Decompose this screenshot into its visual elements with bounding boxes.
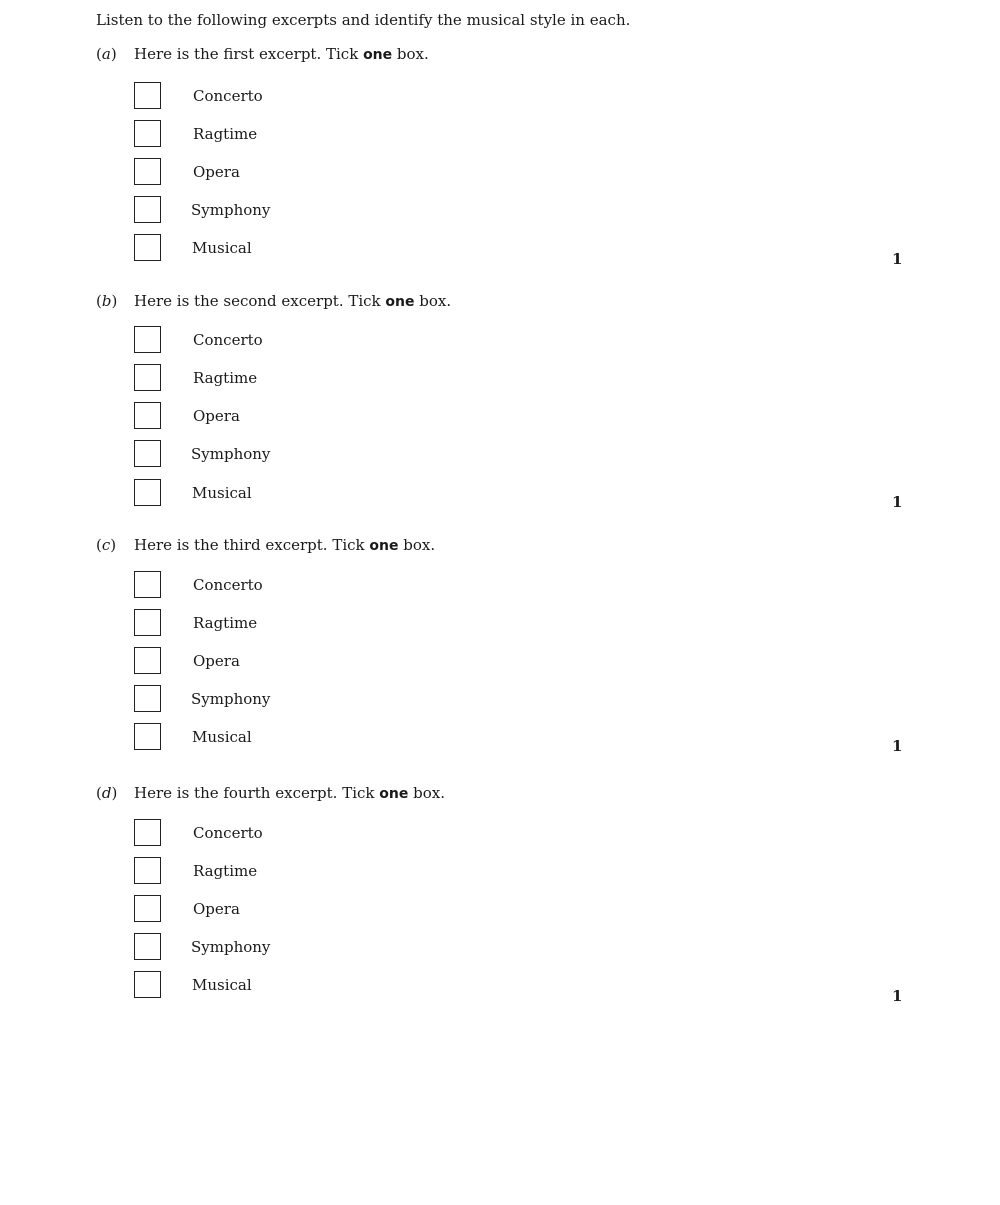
option-label: Ragtime — [193, 862, 258, 880]
option-ragtime — [0, 857, 600, 887]
option-musical — [0, 479, 600, 509]
option-concerto — [0, 571, 600, 601]
option-label: Musical — [192, 484, 252, 502]
option-musical — [0, 234, 600, 264]
tick-box[interactable] — [134, 723, 161, 750]
tick-box[interactable] — [134, 120, 161, 147]
option-musical — [0, 971, 600, 1001]
option-musical — [0, 723, 600, 753]
part-header — [96, 535, 435, 556]
option-label: Ragtime — [193, 369, 258, 387]
tick-box[interactable] — [134, 647, 161, 674]
marks-value: 1 — [892, 493, 903, 511]
option-concerto — [0, 819, 600, 849]
tick-box[interactable] — [134, 364, 161, 391]
part-prompt: Here is the fourth excerpt. Tick one box. — [134, 784, 445, 802]
option-symphony — [0, 440, 600, 470]
option-label: Concerto — [193, 331, 263, 349]
tick-box[interactable] — [134, 82, 161, 109]
option-label: Musical — [192, 728, 252, 746]
option-label: Symphony — [191, 938, 271, 956]
option-label: Symphony — [191, 445, 271, 463]
tick-box[interactable] — [134, 196, 161, 223]
tick-box[interactable] — [134, 971, 161, 998]
option-symphony — [0, 933, 600, 963]
tick-box[interactable] — [134, 440, 161, 467]
part-header — [96, 783, 445, 804]
tick-box[interactable] — [134, 895, 161, 922]
marks-value: 1 — [892, 737, 903, 755]
option-label: Opera — [193, 163, 240, 181]
part-prompt: Here is the third excerpt. Tick one box. — [134, 536, 436, 554]
part-letter: (d) — [96, 784, 118, 802]
tick-box[interactable] — [134, 326, 161, 353]
tick-box[interactable] — [134, 933, 161, 960]
option-opera — [0, 647, 600, 677]
marks-value: 1 — [892, 987, 903, 1005]
part-prompt: Here is the second excerpt. Tick one box. — [134, 292, 452, 310]
part-letter: (a) — [96, 45, 117, 63]
option-label: Symphony — [191, 690, 271, 708]
option-label: Ragtime — [193, 614, 258, 632]
option-label: Opera — [193, 652, 240, 670]
option-label: Musical — [192, 239, 252, 257]
option-symphony — [0, 196, 600, 226]
tick-box[interactable] — [134, 685, 161, 712]
tick-box[interactable] — [134, 402, 161, 429]
part-letter: (b) — [96, 292, 118, 310]
tick-box[interactable] — [134, 609, 161, 636]
tick-box[interactable] — [134, 234, 161, 261]
part-letter: (c) — [96, 536, 117, 554]
option-label: Opera — [193, 407, 240, 425]
tick-box[interactable] — [134, 158, 161, 185]
option-label: Ragtime — [193, 125, 258, 143]
option-ragtime — [0, 364, 600, 394]
option-label: Musical — [192, 976, 252, 994]
option-opera — [0, 402, 600, 432]
option-label: Symphony — [191, 201, 271, 219]
option-concerto — [0, 326, 600, 356]
tick-box[interactable] — [134, 479, 161, 506]
option-ragtime — [0, 609, 600, 639]
option-label: Concerto — [193, 87, 263, 105]
tick-box[interactable] — [134, 571, 161, 598]
part-header — [96, 291, 451, 312]
tick-box[interactable] — [134, 819, 161, 846]
option-ragtime — [0, 120, 600, 150]
part-prompt: Here is the first excerpt. Tick one box. — [134, 45, 429, 63]
marks-value: 1 — [892, 250, 903, 268]
option-opera — [0, 158, 600, 188]
option-concerto — [0, 82, 600, 112]
option-symphony — [0, 685, 600, 715]
option-label: Concerto — [193, 576, 263, 594]
option-label: Opera — [193, 900, 240, 918]
instructions: Listen to the following excerpts and identify the musical style in each. — [96, 11, 631, 29]
tick-box[interactable] — [134, 857, 161, 884]
part-header — [96, 44, 429, 65]
option-opera — [0, 895, 600, 925]
option-label: Concerto — [193, 824, 263, 842]
